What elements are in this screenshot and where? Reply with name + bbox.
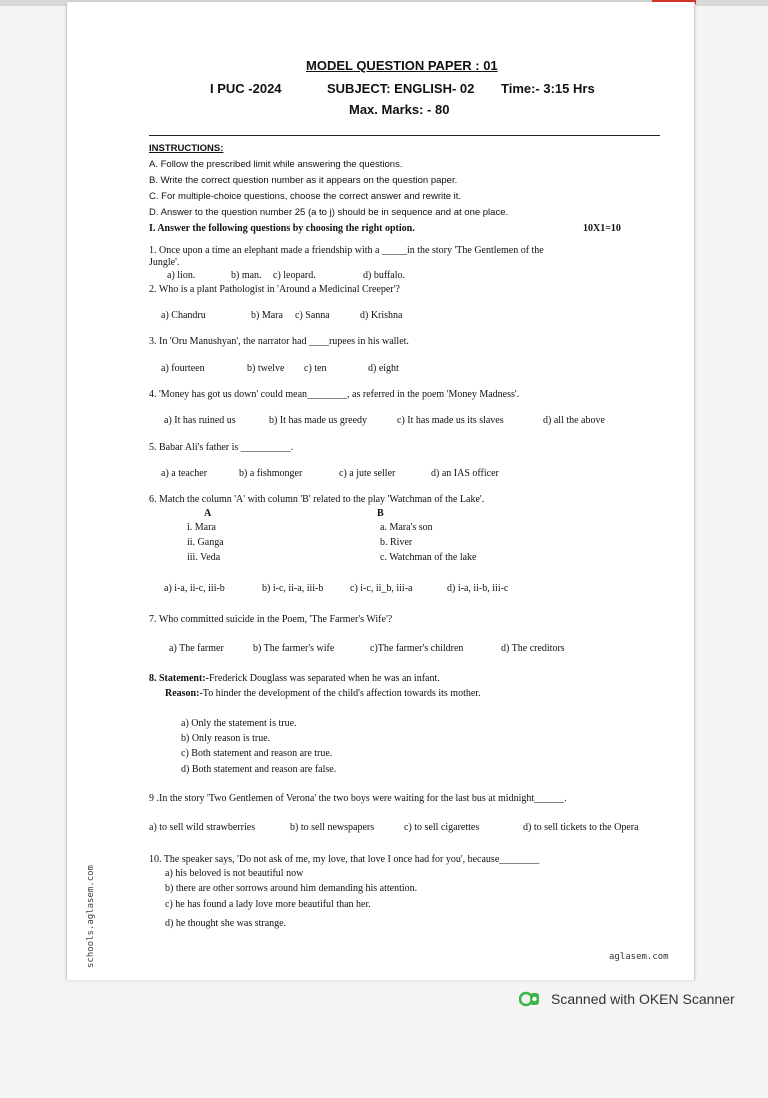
statement-text: Frederick Douglass was separated when he was an infant.	[208, 673, 440, 684]
question-10: 10. The speaker says, 'Do not ask of me, my love, that love I once had for you', because________	[149, 854, 540, 865]
option-b: b) to sell newspapers	[290, 822, 375, 833]
option-c: c) Both statement and reason are true.	[181, 748, 333, 759]
scanner-text: Scanned with OKEN Scanner	[551, 991, 735, 1007]
column-b-item: c. Watchman of the lake	[380, 552, 477, 563]
question-5: 5. Babar Ali's father is __________.	[149, 442, 294, 453]
scanner-badge	[519, 990, 735, 1008]
class-label: I PUC -2024	[210, 81, 282, 96]
reason-text: To hinder the development of the child's affection towards its mother.	[202, 688, 481, 699]
option-b: b) Only reason is true.	[181, 733, 271, 744]
option-b: b) Mara	[251, 310, 283, 321]
statement-label: 8. Statement:-	[149, 673, 209, 684]
question-1-cont: Jungle'.	[149, 257, 180, 268]
option-d: d) i-a, ii-b, iii-c	[447, 583, 509, 594]
option-a: a) fourteen	[161, 363, 205, 374]
column-a-item: ii. Ganga	[187, 537, 224, 548]
column-b-header: B	[377, 508, 384, 519]
option-d: d) The creditors	[501, 643, 565, 654]
option-a: a) lion.	[167, 270, 196, 281]
question-1: 1. Once upon a time an elephant made a friendship with a _____in the story 'The Gentlemen of the	[149, 245, 544, 256]
option-a: a) i-a, ii-c, iii-b	[164, 583, 225, 594]
column-b-item: b. River	[380, 537, 413, 548]
option-c: c) It has made us its slaves	[397, 415, 504, 426]
question-9: 9 .In the story 'Two Gentlemen of Verona' the two boys were waiting for the last bus at midnight______.	[149, 793, 567, 804]
option-a: a) It has ruined us	[164, 415, 236, 426]
option-d: d) all the above	[543, 415, 605, 426]
option-c: c)The farmer's children	[370, 643, 464, 654]
option-b: b) a fishmonger	[239, 468, 303, 479]
question-2: 2. Who is a plant Pathologist in 'Around a Medicinal Creeper'?	[149, 284, 400, 295]
option-d: d) an IAS officer	[431, 468, 499, 479]
option-b: b) man.	[231, 270, 262, 281]
option-c: c) ten	[304, 363, 327, 374]
header-divider	[149, 135, 660, 136]
option-b: b) there are other sorrows around him demanding his attention.	[165, 883, 418, 894]
option-a: a) his beloved is not beautiful now	[165, 868, 304, 879]
column-a-item: iii. Veda	[187, 552, 221, 563]
section-heading: I. Answer the following questions by choosing the right option.	[149, 223, 415, 234]
section-marks: 10X1=10	[583, 223, 621, 234]
column-a-header: A	[204, 508, 212, 519]
option-a: a) Only the statement is true.	[181, 718, 297, 729]
option-b: b) twelve	[247, 363, 285, 374]
option-a: a) to sell wild strawberries	[149, 822, 256, 833]
question-4: 4. 'Money has got us down' could mean________, as referred in the poem 'Money Madness'.	[149, 389, 520, 400]
option-d: d) Both statement and reason are false.	[181, 764, 337, 775]
scanned-page	[66, 2, 695, 980]
instruction-item: D. Answer to the question number 25 (a to j) should be in sequence and at one place.	[149, 207, 509, 218]
question-8-reason	[165, 688, 481, 699]
watermark-holder	[86, 865, 106, 1098]
max-marks-label: Max. Marks: - 80	[349, 102, 450, 117]
option-d: d) Krishna	[360, 310, 403, 321]
instructions-heading: INSTRUCTIONS:	[149, 143, 224, 154]
option-b: b) The farmer's wife	[253, 643, 335, 654]
question-7: 7. Who committed suicide in the Poem, 'The Farmer's Wife'?	[149, 614, 393, 625]
option-d: d) eight	[368, 363, 399, 374]
question-3: 3. In 'Oru Manushyan', the narrator had ____rupees in his wallet.	[149, 336, 409, 347]
option-a: a) a teacher	[161, 468, 208, 479]
option-c: c) Sanna	[295, 310, 330, 321]
subject-label: SUBJECT: ENGLISH- 02	[327, 81, 475, 96]
column-b-item: a. Mara's son	[380, 522, 433, 533]
option-d: d) to sell tickets to the Opera	[523, 822, 639, 833]
question-6: 6. Match the column 'A' with column 'B' related to the play 'Watchman of the Lake'.	[149, 494, 485, 505]
option-b: b) i-c, ii-a, iii-b	[262, 583, 324, 594]
reason-label: Reason:-	[165, 688, 203, 699]
question-8-statement	[149, 673, 440, 684]
option-c: c) a jute seller	[339, 468, 396, 479]
option-a: a) Chandru	[161, 310, 206, 321]
instruction-item: B. Write the correct question number as it appears on the question paper.	[149, 175, 458, 186]
instruction-item: C. For multiple-choice questions, choose the correct answer and rewrite it.	[149, 191, 462, 202]
option-d: d) buffalo.	[363, 270, 406, 281]
side-watermark: schools.aglasem.com	[86, 865, 96, 968]
option-c: c) he has found a lady love more beautiful than her.	[165, 899, 371, 910]
footer-url: aglasem.com	[609, 952, 669, 962]
option-c: c) to sell cigarettes	[404, 822, 480, 833]
option-c: c) i-c, ii_b, iii-a	[350, 583, 413, 594]
option-c: c) leopard.	[273, 270, 316, 281]
option-b: b) It has made us greedy	[269, 415, 368, 426]
option-d: d) he thought she was strange.	[165, 918, 287, 929]
option-a: a) The farmer	[169, 643, 224, 654]
paper-title: MODEL QUESTION PAPER : 01	[306, 58, 498, 73]
instruction-item: A. Follow the prescribed limit while answering the questions.	[149, 159, 403, 170]
scanner-logo-icon	[519, 990, 541, 1008]
column-a-item: i. Mara	[187, 522, 216, 533]
time-label: Time:- 3:15 Hrs	[501, 81, 595, 96]
